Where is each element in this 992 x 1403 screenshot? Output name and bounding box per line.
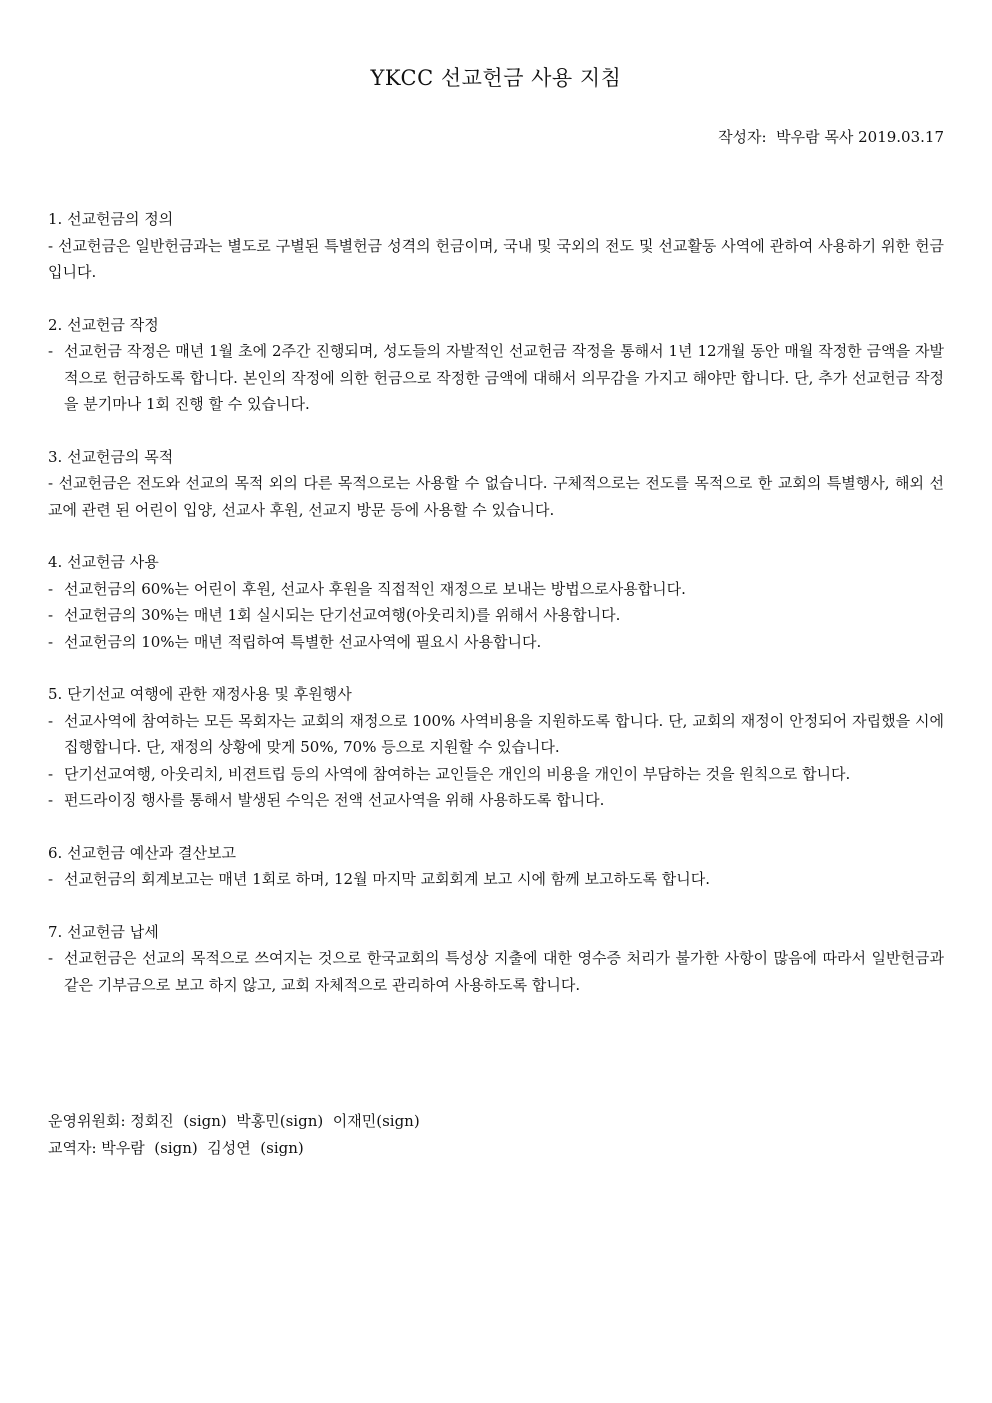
- section-paragraph: - 선교헌금은 일반헌금과는 별도로 구별된 특별헌금 성격의 헌금이며, 국내 및 국외의 전도 및 선교활동 사역에 관하여 사용하기 위한 헌금입니다.: [48, 236, 944, 281]
- list-item: [48, 787, 944, 814]
- list-item-text: 선교헌금의 회계보고는 매년 1회로 하며, 12월 마지막 교회회계 보고 시에 함께 보고하도록 합니다.: [64, 870, 711, 888]
- section-budget-report: [48, 840, 944, 893]
- list-item-text: 펀드라이징 행사를 통해서 발생된 수익은 전액 선교사역을 위해 사용하도록 합니다.: [64, 791, 605, 809]
- list-item: [48, 576, 944, 603]
- section-heading: 1. 선교헌금의 정의: [48, 210, 174, 228]
- dash-marker: -: [48, 632, 54, 651]
- list-item: [48, 629, 944, 656]
- section-heading: 4. 선교헌금 사용: [48, 553, 159, 571]
- list-item: [48, 708, 944, 761]
- section-heading: 5. 단기선교 여행에 관한 재정사용 및 후원행사: [48, 685, 352, 703]
- pastor-signatures: 교역자: 박우람 (sign) 김성연 (sign): [48, 1139, 304, 1157]
- dash-marker: -: [48, 579, 54, 598]
- dash-marker: -: [48, 711, 54, 730]
- list-item: [48, 866, 944, 893]
- section-paragraph: - 선교헌금은 전도와 선교의 목적 외의 다른 목적으로는 사용할 수 없습니다. 구체적으로는 전도를 목적으로 한 교회의 특별행사, 해외 선교에 관련 된 어린이 입양, 선교사 후원, 선교지 방문 등에 사용할 수 있습니다.: [48, 474, 944, 519]
- dash-marker: -: [48, 791, 54, 809]
- dash-marker: -: [48, 870, 54, 888]
- list-item: [48, 602, 944, 629]
- list-item-text: 단기선교여행, 아웃리치, 비젼트립 등의 사역에 참여하는 교인들은 개인의 비용을 개인이 부담하는 것을 원칙으로 합니다.: [64, 764, 851, 783]
- section-pledge: [48, 312, 944, 418]
- list-item: [48, 761, 944, 788]
- section-short-term-mission: [48, 681, 944, 814]
- dash-marker: -: [48, 606, 54, 624]
- committee-signatures: 운영위원회: 정회진 (sign) 박홍민(sign) 이재민(sign): [48, 1112, 420, 1130]
- section-heading: 6. 선교헌금 예산과 결산보고: [48, 843, 237, 862]
- list-item-text: 선교헌금은 선교의 목적으로 쓰여지는 것으로 한국교회의 특성상 지출에 대한 영수증 처리가 불가한 사항이 많음에 따라서 일반헌금과 같은 기부금으로 보고 하지 않고, 교회 자체적으로 관리하여 사용하도록 합니다.: [64, 949, 944, 994]
- section-heading: 7. 선교헌금 납세: [48, 922, 159, 941]
- section-heading: 2. 선교헌금 작정: [48, 315, 159, 334]
- section-usage: [48, 549, 944, 655]
- dash-marker: -: [48, 949, 54, 967]
- list-item-text: 선교헌금 작정은 매년 1월 초에 2주간 진행되며, 성도들의 자발적인 선교헌금 작정을 통해서 1년 12개월 동안 매월 작정한 금액을 자발적으로 헌금하도록 합니다. 본인의 작정에 의한 헌금으로 작정한 금액에 대해서 의무감을 가지고 해야만 합니다. 단, 추가 선교헌금 작정을 분기마나 1회 진행 할 수 있습니다.: [64, 342, 944, 413]
- author-line: 작성자: 박우람 목사 2019.03.17: [718, 128, 944, 146]
- document-title: YKCC 선교헌금 사용 지침: [370, 66, 622, 90]
- signature-block: [48, 1108, 420, 1162]
- list-item-text: 선교헌금의 10%는 매년 적립하여 특별한 선교사역에 필요시 사용합니다.: [64, 632, 542, 651]
- dash-marker: -: [48, 764, 54, 783]
- list-item-text: 선교헌금의 30%는 매년 1회 실시되는 단기선교여행(아웃리치)를 위해서 사용합니다.: [64, 606, 621, 624]
- list-item-text: 선교헌금의 60%는 어린이 후원, 선교사 후원을 직접적인 재정으로 보내는 방법으로사용합니다.: [64, 579, 686, 598]
- list-item-text: 선교사역에 참여하는 모든 목회자는 교회의 재정으로 100% 사역비용을 지원하도록 합니다. 단, 교회의 재정이 안정되어 자립했을 시에 집행합니다. 단, 재정의 상황에 맞게 50%, 70% 등으로 지원할 수 있습니다.: [64, 711, 944, 756]
- dash-marker: -: [48, 342, 54, 360]
- section-heading: 3. 선교헌금의 목적: [48, 447, 174, 466]
- section-purpose: [48, 444, 944, 524]
- list-item: [48, 945, 944, 998]
- list-item: [48, 338, 944, 418]
- section-definition: [48, 206, 944, 286]
- document-body: [48, 206, 944, 1024]
- section-tax: [48, 919, 944, 999]
